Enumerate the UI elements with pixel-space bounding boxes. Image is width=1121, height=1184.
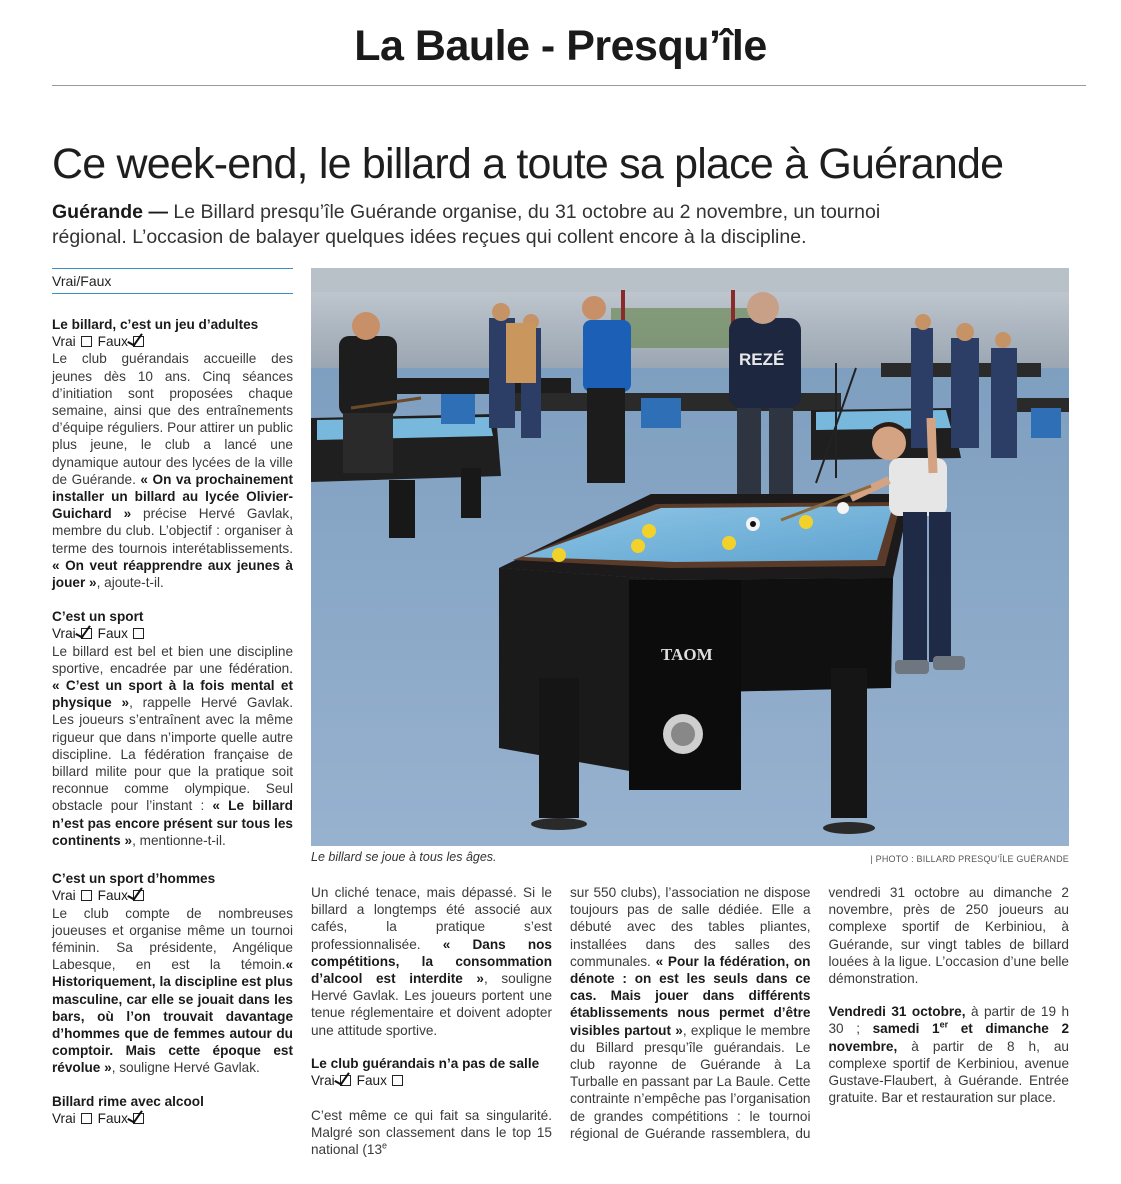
vrai-label: Vrai <box>52 334 76 350</box>
quiz-item-body: Le billard est bel et bien une discipline sportive, encadrée par une fédération. « C’est un sport à la fois mental et physique », rappelle Hervé Gavlak. Les joueurs s’entraînent avec la même rigueur que dans n’importe quelle autre discipline. La fédération française de billard milite pour que la pratique soit reconnue comme olympique. Seul obstacle pour l’instant : « Le billard n’est pas encore présent sur tous les continents », mentionne-t-il. <box>52 643 294 848</box>
quiz-item-title: Billard rime avec alcool <box>52 1093 204 1109</box>
faux-label: Faux <box>97 334 128 350</box>
photo-credit: | PHOTO : BILLARD PRESQU’ÎLE GUÉRANDE <box>870 854 1069 864</box>
rubric-rule-top <box>52 268 293 269</box>
practical-info: Vendredi 31 octobre, à partir de 19 h 30 ; samedi 1er et dimanche 2 novembre, à partir de 8 h, au complexe sportif de Kerbiniou, avenue Gustave-Flaubert, à Guérande. Entrée gratuite. Bar et restauration sur place. <box>828 1004 1070 1106</box>
quiz-item-2 <box>52 608 293 849</box>
column-1 <box>52 316 293 1127</box>
quiz-item-5-head <box>311 1055 552 1089</box>
faux-checkbox-checked <box>133 890 144 901</box>
columns-flow <box>570 884 1069 1154</box>
chapo-place: Guérande — <box>52 201 168 223</box>
quiz-item-title: Le billard, c’est un jeu d’adultes <box>52 317 259 332</box>
true-false-row <box>311 1072 552 1089</box>
faux-checkbox <box>133 628 144 639</box>
faux-checkbox <box>392 1075 403 1086</box>
vrai-checkbox <box>81 890 92 901</box>
article-headline: Ce week-end, le billard a toute sa place à Guérande <box>52 140 1004 188</box>
vrai-label: Vrai <box>52 1110 76 1126</box>
quiz-item-body: Le club compte de nombreuses joueuses et organise même un tournoi féminin. Sa présidente, Angélique Labesque, en est la témoin.« Historiquement, la discipline est plus masculine, car elle se jouait dans les bars, où l’on trouvait davantage d’hommes que de femmes autour du comptoir. Mais cette époque est révolue », souligne Hervé Gavlak. <box>52 905 293 1076</box>
vrai-checkbox <box>81 336 92 347</box>
photo-caption: Le billard se joue à tous les âges. <box>311 850 497 864</box>
vrai-checkbox-checked <box>340 1075 351 1086</box>
true-false-row <box>52 625 293 642</box>
faux-label: Faux <box>97 626 128 642</box>
table-brand: TAOM <box>661 645 713 664</box>
quiz-item-body: Le club guérandais accueille des jeunes dès 10 ans. Cinq séances d’initiation sont proposées chaque semaine, ainsi que des entraînements d’équipe réguliers. Pour attirer un public plus jeune, le club a lancé une dynamique autour des lycées de la ville de Guérande. « On va prochainement installer un billard au lycée Olivier-Guichard » précise Hervé Gavlak, membre du club. L’objectif : organiser à terme des tournois interétablissements. « On veut réapprendre aux jeunes à jouer », ajoute-t-il. <box>52 351 294 591</box>
rubric-rule-bottom <box>52 293 293 294</box>
billiard-hall-illustration <box>311 268 1069 846</box>
quiz-item-5-body-start: C’est même ce qui fait sa singularité. Malgré son classement dans le top 15 national (13e <box>311 1108 552 1158</box>
faux-checkbox-checked <box>133 1113 144 1124</box>
quiz-item-4-head <box>52 1093 293 1127</box>
faux-label: Faux <box>356 1073 387 1089</box>
quiz-item-title: C’est un sport <box>52 609 144 625</box>
section-rule <box>52 85 1086 86</box>
quiz-item-title: C’est un sport d’hommes <box>52 871 216 887</box>
rubric-label: Vrai/Faux <box>52 273 112 289</box>
quiz-item-title: Le club guérandais n’a pas de salle <box>311 1055 540 1071</box>
quiz-item-4-body: Un cliché tenace, mais dépassé. Si le billard a longtemps été associé aux cafés, la pratique s’est professionnalisée. « Dans nos compétitions, la consommation d’alcool est interdite », souligne Hervé Gavlak. Les joueurs portent une tenue réglementaire et doivent adopter une attitude sportive. <box>311 885 552 1038</box>
faux-checkbox-checked <box>133 336 144 347</box>
quiz-item-3 <box>52 870 293 1076</box>
quiz-item-1 <box>52 316 293 591</box>
vrai-checkbox <box>81 1113 92 1124</box>
column-2 <box>311 884 552 1089</box>
vrai-label: Vrai <box>52 626 76 642</box>
article-photo <box>311 268 1069 846</box>
vrai-label: Vrai <box>52 888 76 904</box>
chapo-text: Le Billard presqu’île Guérande organise, du 31 octobre au 2 novembre, un tournoi régional. L’occasion de balayer quelques idées reçues qui collent encore à la discipline. <box>52 201 881 248</box>
article-chapo <box>52 200 932 250</box>
true-false-row <box>52 333 293 350</box>
true-false-row <box>52 887 293 904</box>
faux-label: Faux <box>97 1110 128 1126</box>
true-false-row <box>52 1110 293 1127</box>
section-title: La Baule - Presqu’île <box>354 22 767 70</box>
col-flow-text: sur 550 clubs), l’association ne dispose toujours pas de salle dédiée. Elle a débuté avec des tables pliantes, installées dans des salles des communales. « Pour la fédération, on dénote : on est les seuls dans ce cas. Mais jouer dans différents établissements nous permet d’être visibles partout », explique le membre du Billard presqu’île guérandais. Le club rayonne de Guérande à La Turballe en passant par La Baule. Cette contrainte n’empêche pas l’organisation de grandes compétitions : le tournoi régional de Guérande rassemblera, du vendredi 31 octobre au dimanche 2 novembre, près de 250 joueurs au complexe sportif de Kerbiniou, à Guérande, sur vingt tables de billard louées à la ligue. L’occasion d’une belle démonstration. <box>570 885 1069 1141</box>
shirt-lettering: REZÉ <box>739 350 785 369</box>
vrai-checkbox-checked <box>81 628 92 639</box>
vrai-label: Vrai <box>311 1073 335 1089</box>
faux-label: Faux <box>97 888 128 904</box>
